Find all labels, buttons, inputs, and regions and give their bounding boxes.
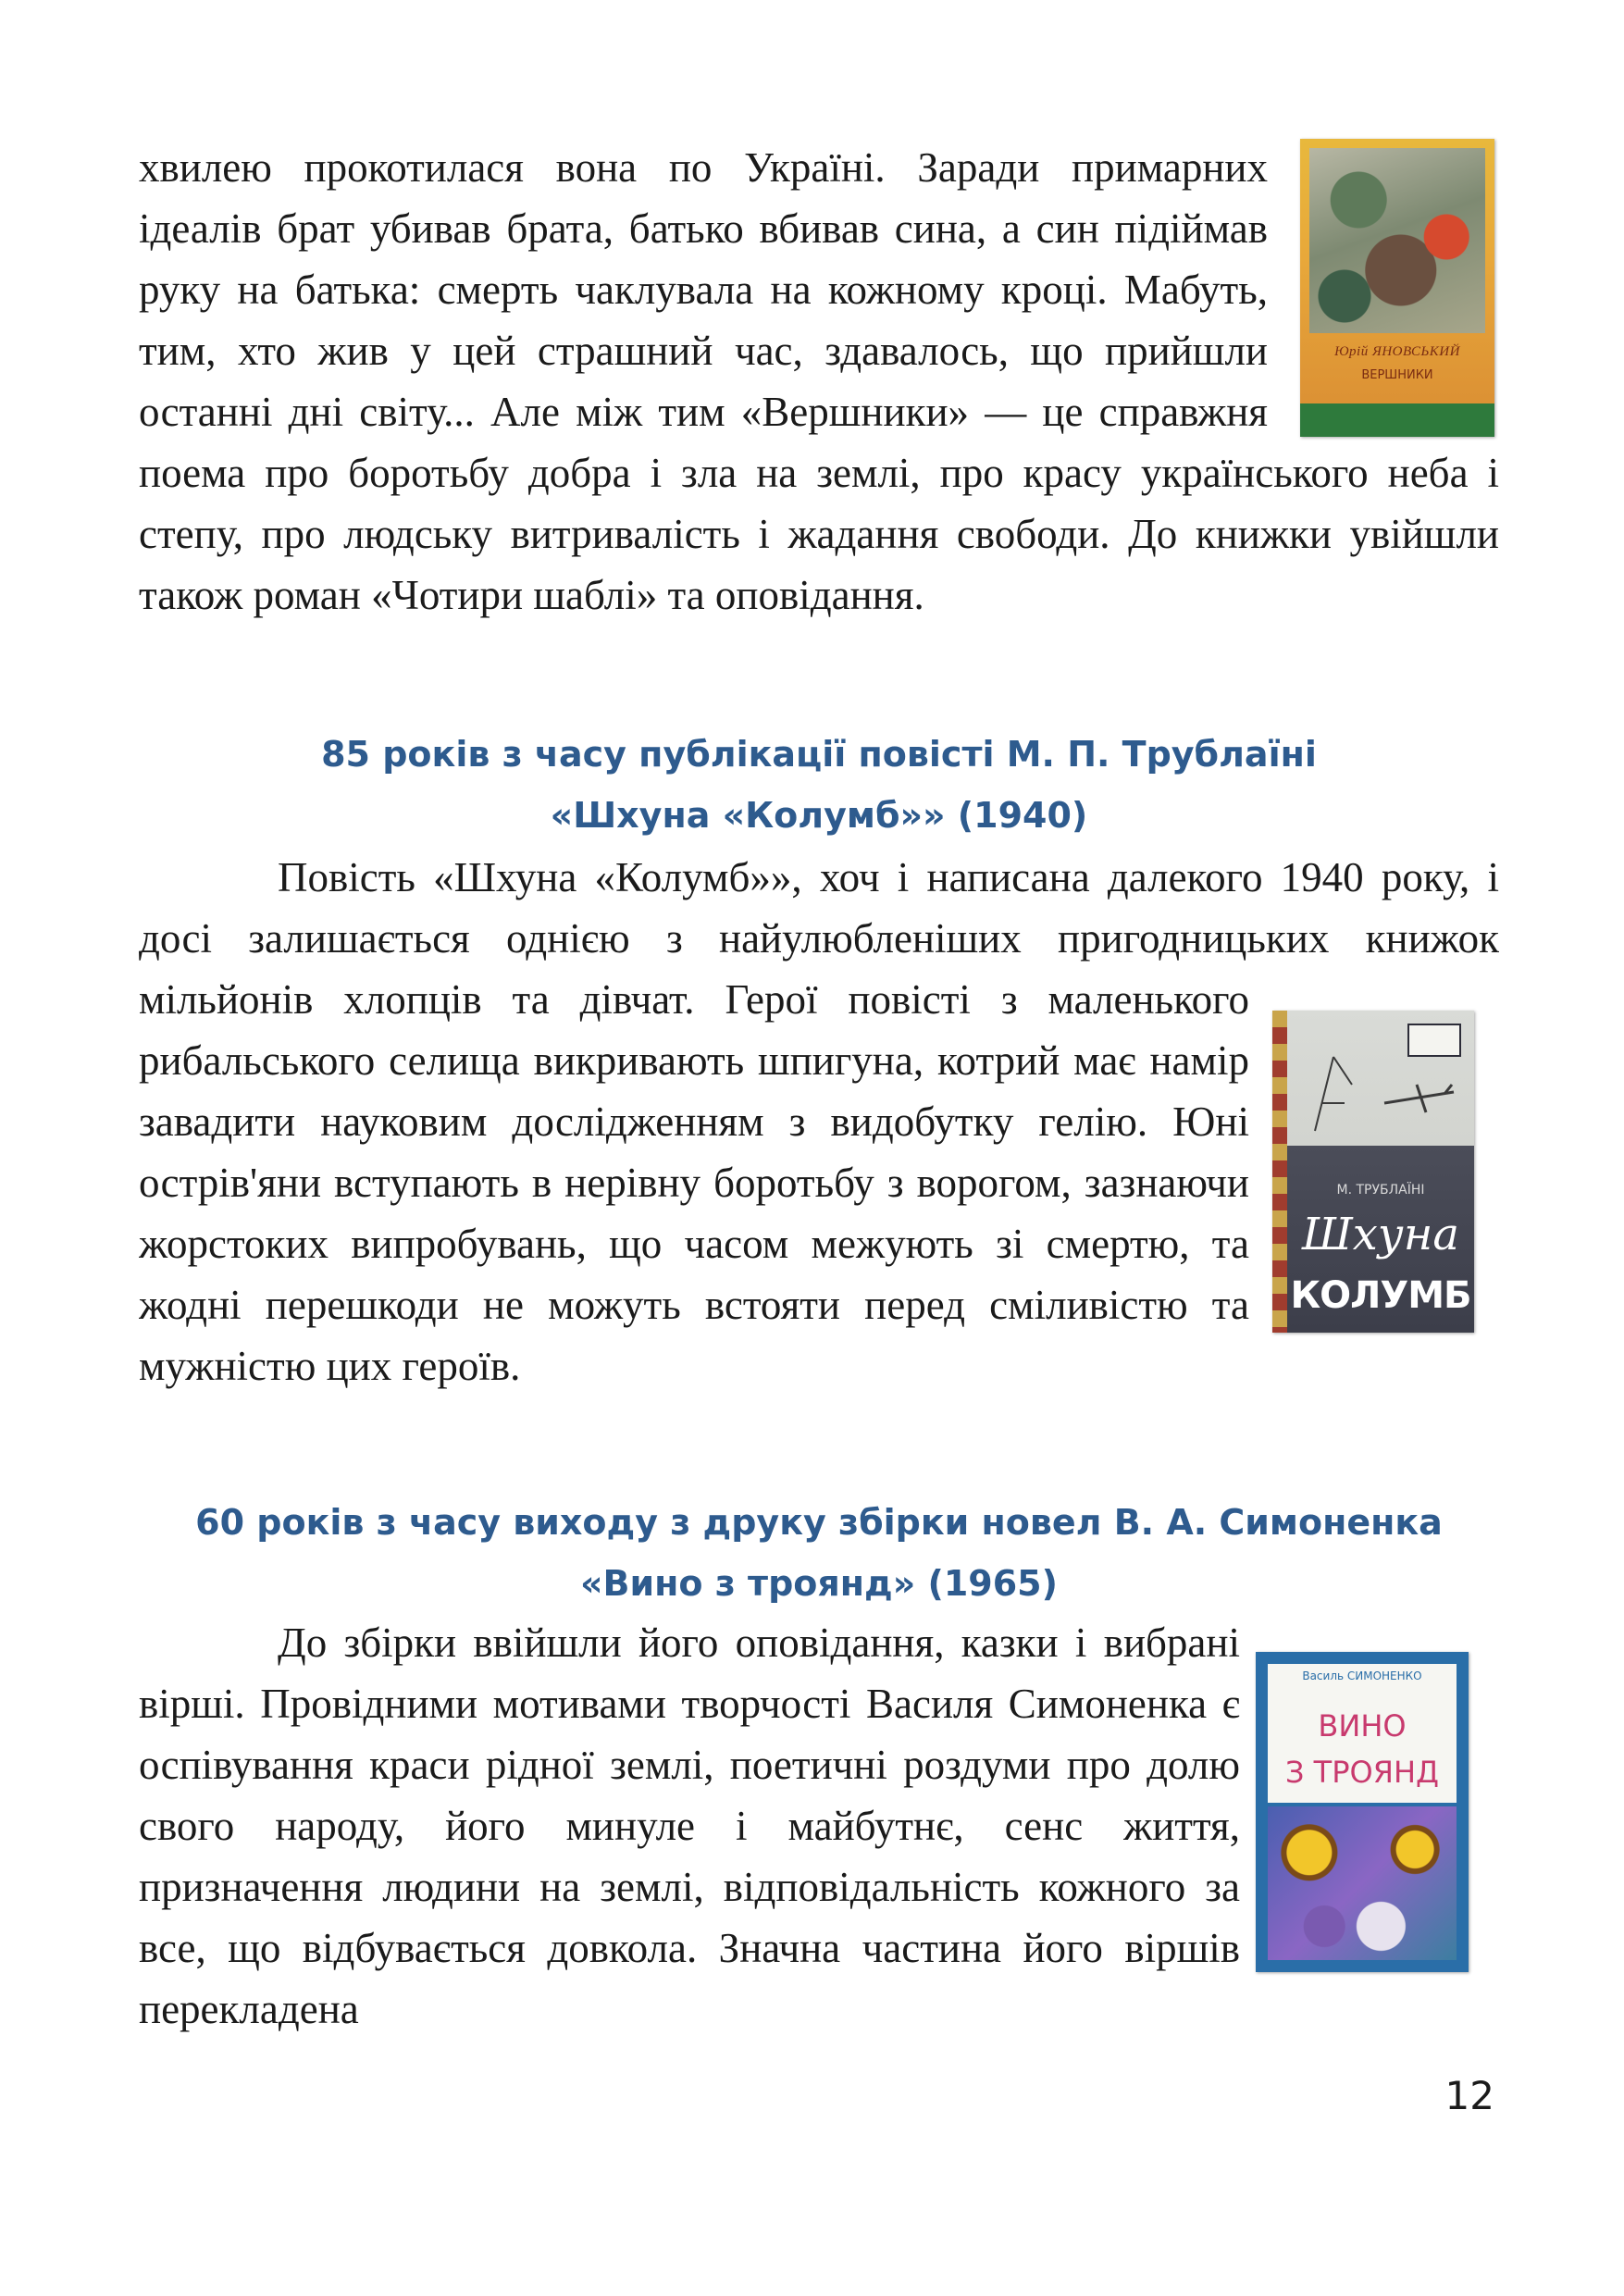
cover-stripe (1272, 1011, 1287, 1333)
cover-title-line1: ВИНО (1318, 1708, 1407, 1744)
book-cover-vershnyky (1300, 139, 1494, 437)
cover-title: ВЕРШНИКИ (1361, 368, 1433, 382)
cover-title-panel (1268, 1664, 1457, 1803)
cover-sketch (1296, 1048, 1463, 1140)
cover-illustration (1268, 1806, 1457, 1960)
heading-line: 60 років з часу виходу з друку збірки новел В. А. Симоненка (195, 1502, 1443, 1543)
paragraph-symonenko: До збірки ввійшли його оповідання, казки і вибрані вірші. Провідними мотивами творчості Василя Симоненка є оспівування краси рідної землі, поетичні роздуми про долю свого народу, його минуле і майбутнє, сенс життя, призначення людини на землі, відповідальність кожного за все, що відбувається довкола. Значна частина його віршів перекладена (139, 1620, 1240, 2032)
book-cover-shkhuna-kolumb (1272, 1011, 1474, 1333)
cover-title-script: Шхуна (1302, 1209, 1459, 1260)
page-number: 12 (1444, 2073, 1494, 2118)
heading-line: «Шхуна «Колумб»» (1940) (550, 795, 1088, 836)
section-heading-trublaini (139, 724, 1499, 846)
cover-title-line2: З ТРОЯНД (1284, 1755, 1439, 1790)
cover-title: КОЛУМБ (1290, 1274, 1471, 1317)
heading-line: 85 років з часу публікації повісті М. П. Трублаїні (321, 734, 1317, 775)
cover-author: М. ТРУБЛАЇНІ (1336, 1183, 1425, 1198)
cover-band (1300, 403, 1494, 437)
heading-line: «Вино з троянд» (1965) (580, 1563, 1058, 1604)
cover-author: Юрій ЯНОВСЬКИЙ (1334, 344, 1460, 359)
book-cover-vyno-z-troyand (1256, 1652, 1469, 1972)
paragraph-trublaini: Повість «Шхуна «Колумб»», хоч і написана далекого 1940 року, і досі залишається однією з найулюбленіших пригодницьких книжок мільйонів хлопців та дівчат. Герої повісті з маленького рибальського селища викривають шпигуна, котрий має намір завадити науковим дослідженням з видобутку гелію. Юні острів'яни вступають в нерівну боротьбу з ворогом, зазнаючи жорстоких випробувань, що часом межують зі смертю, та жодні перешкоди не можуть встояти перед сміливістю та мужністю цих героїв. (139, 854, 1499, 1389)
cover-author: Василь СИМОНЕНКО (1302, 1669, 1422, 1682)
paragraph-intro: хвилею прокотилася вона по Україні. Заради примарних ідеалів брат убивав брата, батько вбивав сина, а син підіймав руку на батька: смерть чаклувала на кожному кроці. Мабуть, тим, хто жив у цей страшний час, здавалось, що прийшли останні дні світу... Але між тим «Вершники» — це справжня поема про боротьбу добра і зла на землі, про красу українського неба і степу, про людську витривалість і жадання свободи. До книжки увійшли також роман «Чотири шаблі» та оповідання. (139, 144, 1499, 618)
section-heading-symonenko (139, 1492, 1499, 1614)
cover-illustration (1309, 148, 1485, 333)
